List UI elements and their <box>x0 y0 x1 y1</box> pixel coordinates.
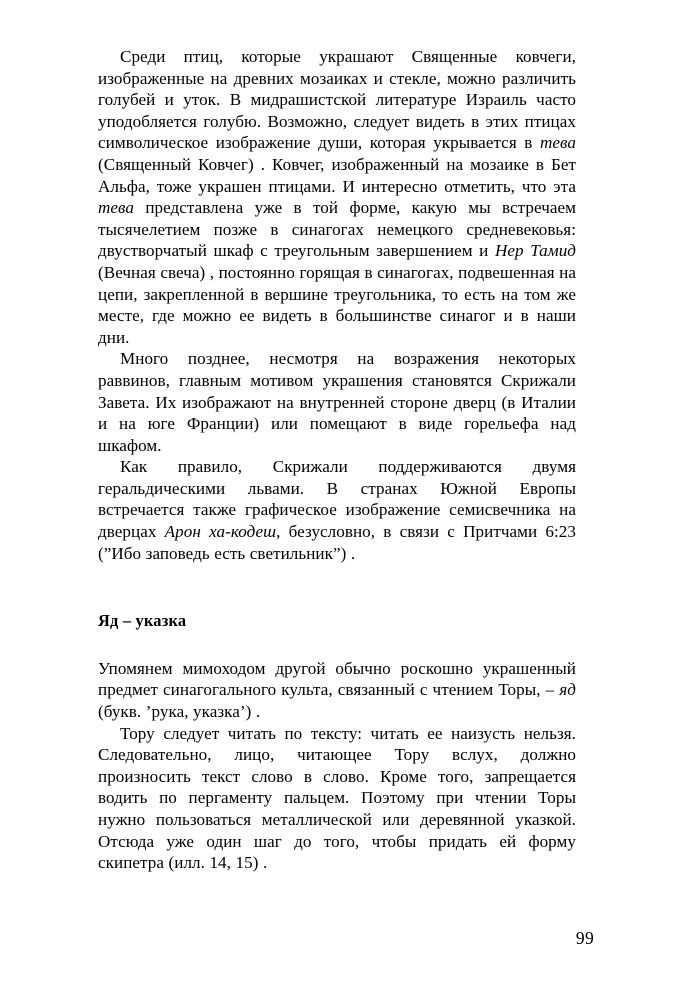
heading-spacer-bottom <box>98 632 576 658</box>
heading-spacer-top <box>98 564 576 610</box>
page-number: 99 <box>575 928 594 948</box>
paragraph-4: Упомянем мимоходом другой обычно роскошно украшенный предмет синагогального культа, связанный с чтением Торы, – яд (букв. ’рука, указка’) . <box>98 658 576 722</box>
paragraph-5: Тору следует читать по тексту: читать ее наизусть нельзя. Следовательно, лицо, читающее Тору вслух, должно произносить текст слово в слово. Кроме того, запрещается водить по пергаменту пальцем. Поэтому при чтении Торы нужно пользоваться металлической или деревянной указкой. Отсюда уже один шаг до того, чтобы придать ей форму скипетра (илл. 14, 15) . <box>98 723 576 873</box>
italic-term: тева <box>540 133 576 153</box>
paragraph-2: Много позднее, несмотря на возражения некоторых раввинов, главным мотивом украшения становятся Скрижали Завета. Их изображают на внутренней стороне дверц (в Италии и на юге Франции) или помещают в виде горельефа над шкафом. <box>98 349 576 455</box>
paragraph-3: Как правило, Скрижали поддерживаются двумя геральдическими львами. В странах Южной Европы встречается также графическое изображение семисвечника на дверцах Арон ха-кодеш, безусловно, в связи с Притчами 6:23 (”Ибо заповедь есть светильник”) . <box>98 457 576 563</box>
text-column <box>98 46 576 874</box>
italic-term: тева <box>98 198 134 218</box>
italic-term: яд <box>559 680 576 700</box>
section-heading: Яд – указка <box>98 611 187 631</box>
paragraph-1: Среди птиц, которые украшают Священные ковчеги, изображенные на древних мозаиках и стекле, можно различить голубей и уток. В мидрашистской литературе Израиль часто уподобляется голубю. Возможно, следует видеть в этих птицах символическое изображение души, которая укрывается в тева (Священный Ковчег) . Ковчег, изображенный на мозаике в Бет Альфа, тоже украшен птицами. И интересно отметить, что эта тева представлена уже в той форме, какую мы встречаем тысячелетием позже в синагогах немецкого средневековья: двустворчатый шкаф с треугольным завершением и Нер Тамид (Вечная свеча) , постоянно горящая в синагогах, подвешенная на цепи, закрепленной в вершине треугольника, то есть на том же месте, где можно ее видеть в большинстве синагог и в наши дни. <box>98 47 577 347</box>
italic-term: Нер Тамид <box>494 241 576 261</box>
italic-term: Арон ха-кодеш <box>164 522 277 542</box>
